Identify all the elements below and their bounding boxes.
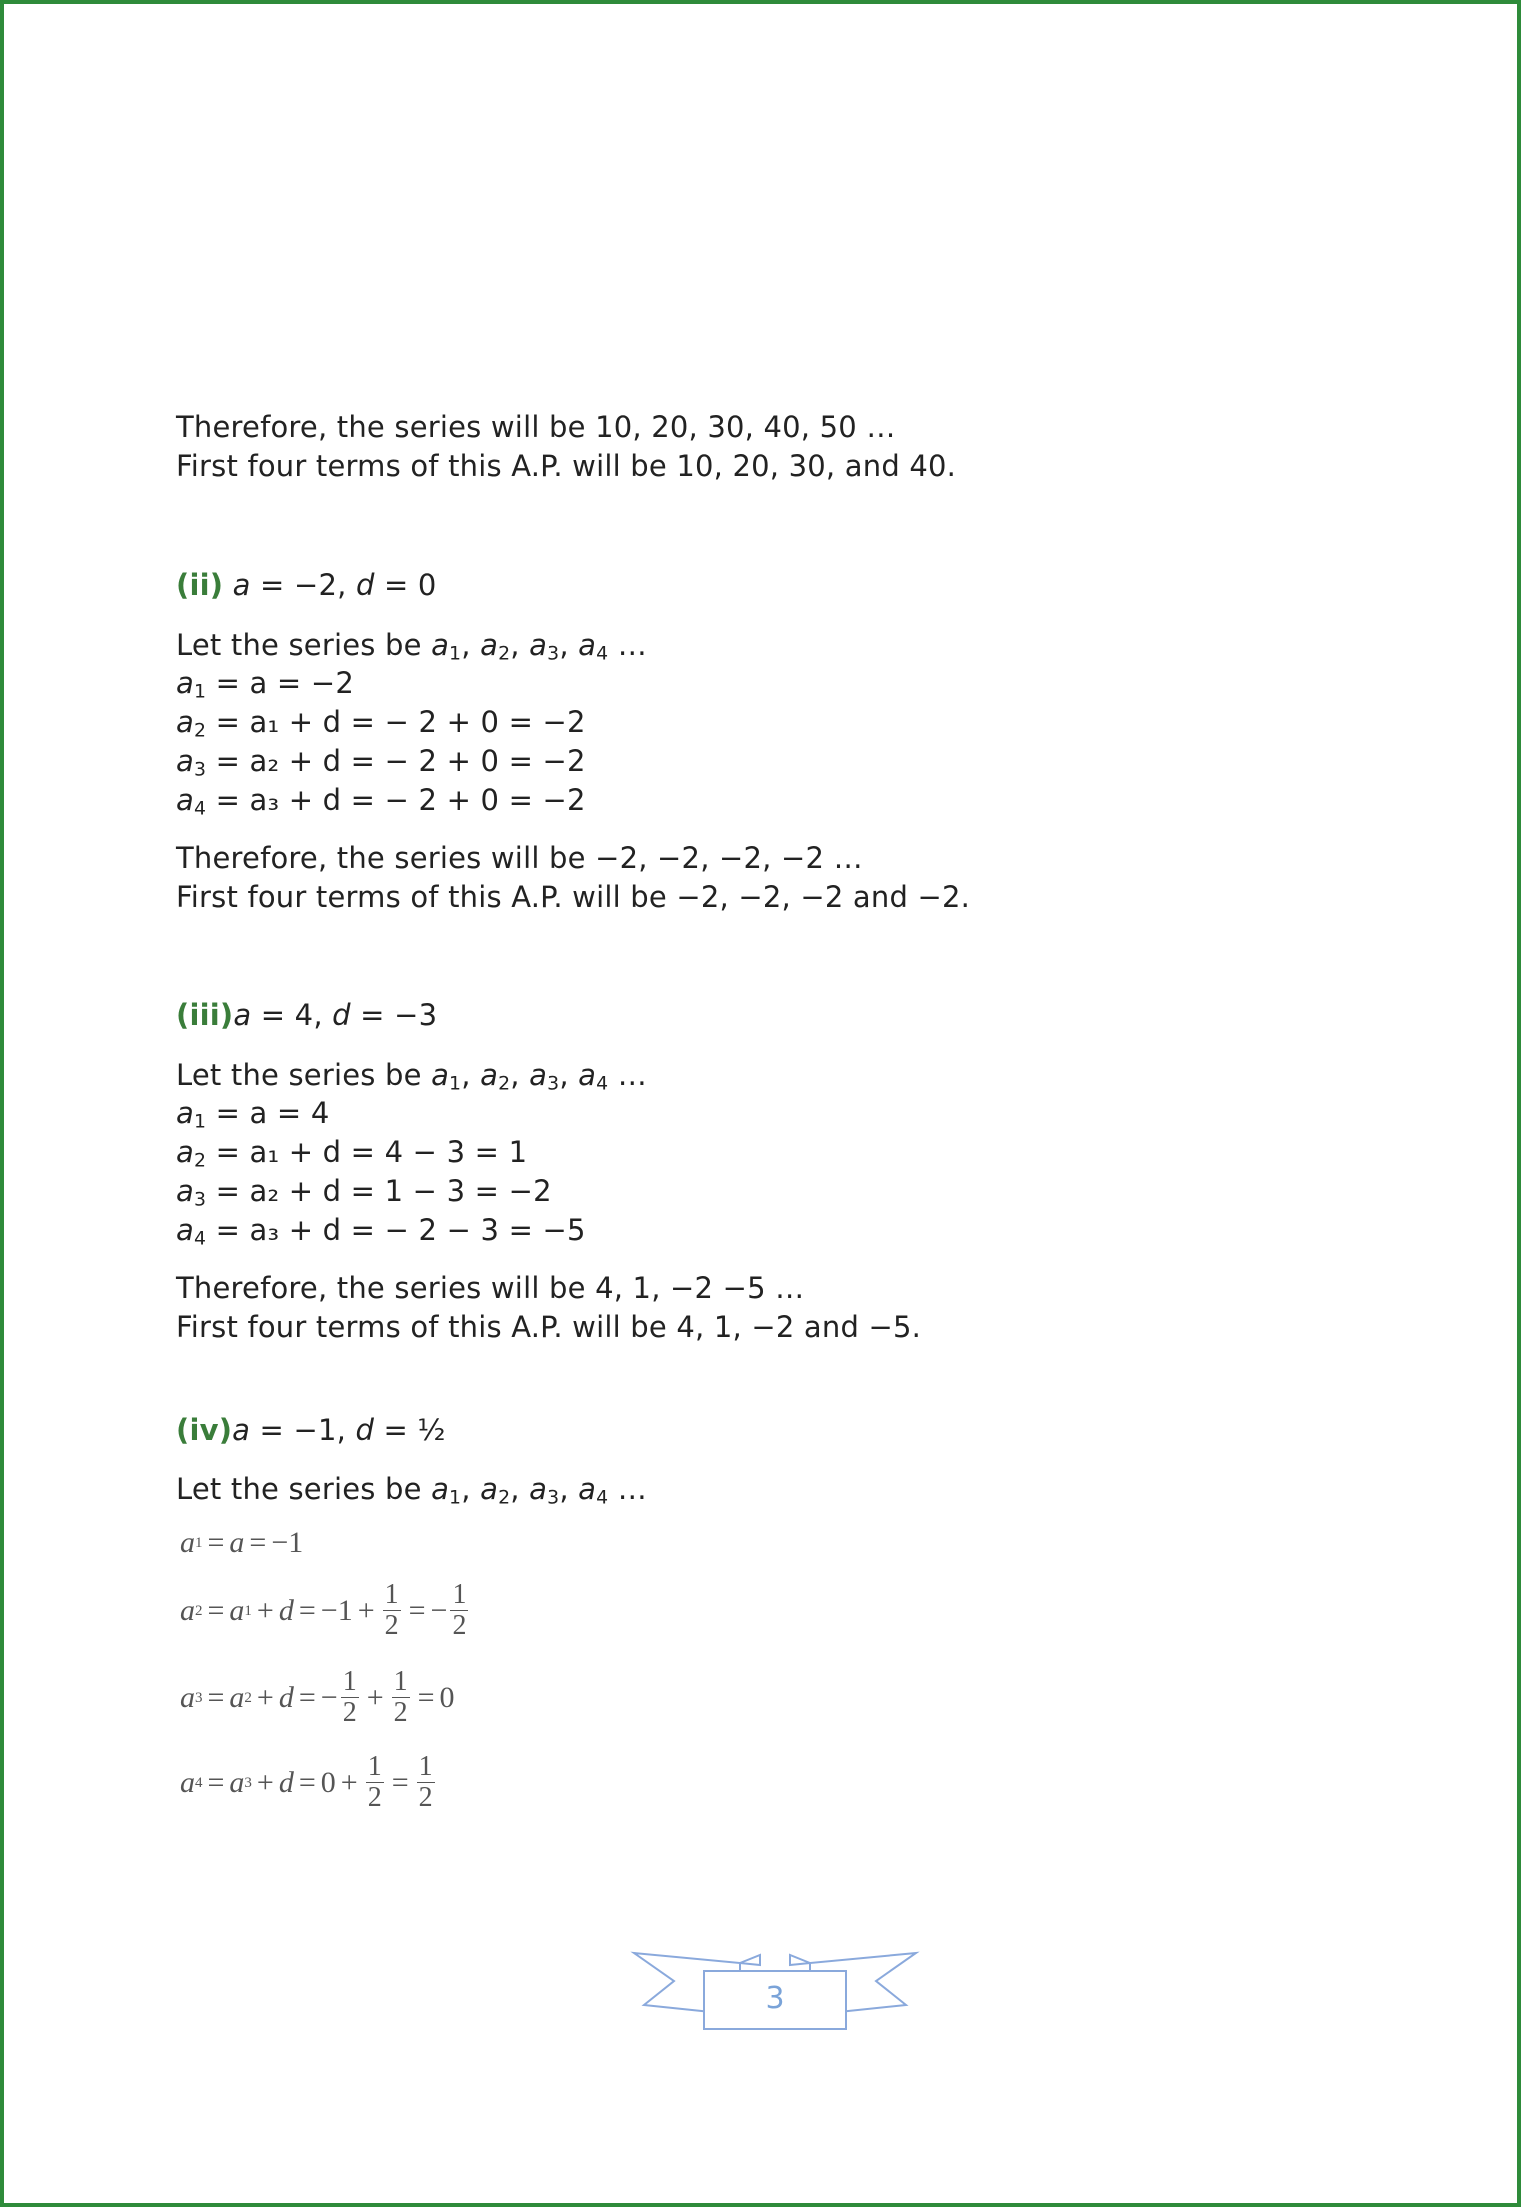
part-ii-heading: (ii) a = −2, d = 0 <box>176 568 437 602</box>
fraction: $\frac{1}{2}$ <box>393 1666 408 1728</box>
equation-iv-1: a 1 = a = − 1 <box>180 1526 304 1559</box>
part-label: (iv) <box>176 1413 233 1447</box>
fraction: $\frac{1}{2}$ <box>342 1666 357 1728</box>
terms-statement-i: First four terms of this A.P. will be 10, 20, 30, and 40. <box>176 449 957 483</box>
series-statement-i: Therefore, the series will be 10, 20, 30, 40, 50 … <box>176 410 896 444</box>
step-ii-3: $a_3 = a_2 + d$ = − 2 + 0 = −2 <box>176 744 586 781</box>
part-iii-heading: (iii)a = 4, d = −3 <box>176 998 438 1032</box>
step-ii-1: $a_1 = a = -2$ <box>176 666 354 703</box>
series-statement-ii: Therefore, the series will be −2, −2, −2, −2 … <box>176 841 863 875</box>
step-iii-4: $a_4 = a_3 + d$ = − 2 − 3 = −5 <box>176 1213 586 1250</box>
step-ii-2: $a_2 = a_1 + d$ = − 2 + 0 = −2 <box>176 705 586 742</box>
equation-iv-4: a 4 = a 3 + d = 0 + $\frac{1}{2}$ = $\frac{1}{2}$ <box>180 1751 433 1813</box>
fraction: $\frac{1}{2}$ <box>367 1751 382 1813</box>
fraction: $\frac{1}{2}$ <box>452 1579 467 1641</box>
fraction: $\frac{1}{2}$ <box>384 1579 399 1641</box>
part-iv-heading: (iv)a = −1, d = ½ <box>176 1413 446 1447</box>
step-iii-2: $a_2 = a_1 + d = 4 - 3 = 1$ <box>176 1135 528 1172</box>
page-number-ribbon <box>630 1945 920 2035</box>
equation-iv-3: a 3 = a 2 + d = − $\frac{1}{2}$ + $\frac{1}{2}$ = 0 <box>180 1666 455 1728</box>
step-ii-4: $a_4 = a_3 + d$ = − 2 + 0 = −2 <box>176 783 586 820</box>
series-intro-iii: Let the series be $a_1$, $a_2$, $a_3$, $a_4$ … <box>176 1058 647 1095</box>
terms-statement-iii: First four terms of this A.P. will be 4, 1, −2 and −5. <box>176 1310 922 1344</box>
step-iii-1: $a_1 = a = 4$ <box>176 1096 330 1133</box>
step-iii-3: $a_3 = a_2 + d = 1 - 3 = -2$ <box>176 1174 552 1211</box>
part-label: (iii) <box>176 998 234 1032</box>
part-label: (ii) <box>176 568 224 602</box>
series-intro-iv: Let the series be $a_1$, $a_2$, $a_3$, $a_4$ … <box>176 1472 647 1509</box>
terms-statement-ii: First four terms of this A.P. will be −2, −2, −2 and −2. <box>176 880 971 914</box>
page-number: 3 <box>765 1981 785 2016</box>
series-intro-ii: Let the series be $a_1$, $a_2$, $a_3$, $a_4$ … <box>176 628 647 665</box>
series-statement-iii: Therefore, the series will be 4, 1, −2 −5 … <box>176 1271 805 1305</box>
fraction: $\frac{1}{2}$ <box>418 1751 433 1813</box>
equation-iv-2: a 2 = a 1 + d = − 1 + $\frac{1}{2}$ = − $\frac{1}{2}$ <box>180 1579 467 1641</box>
